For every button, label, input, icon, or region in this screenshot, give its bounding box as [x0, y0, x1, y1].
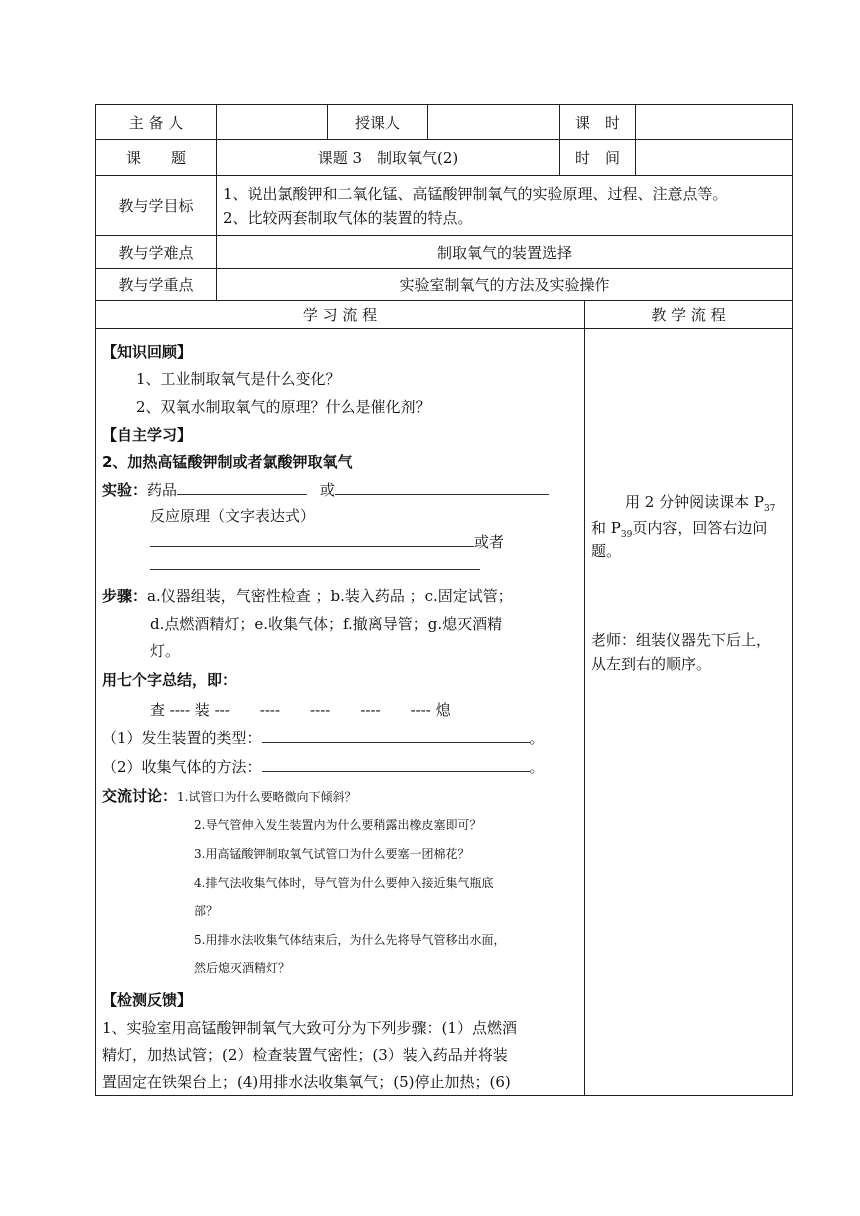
- teacher-label: 授课人: [328, 105, 428, 139]
- feedback-line-1: 1、实验室用高锰酸钾制氧气大致可分为下列步骤：(1）点燃酒: [102, 1019, 517, 1037]
- discussion-question-4b: 部？: [194, 904, 219, 918]
- goals-content: [217, 176, 792, 235]
- teacher-note-2: 从左到右的顺序。: [591, 655, 712, 673]
- period-mark: 。: [529, 729, 545, 747]
- key-point-label: 教与学重点: [96, 269, 217, 300]
- discussion-line-1: [102, 785, 356, 806]
- collect-question: [102, 756, 545, 777]
- page-ref-1: 37: [763, 504, 776, 514]
- collect-blank[interactable]: [262, 757, 530, 772]
- learning-column-header: 学 习 流 程: [96, 301, 585, 328]
- reading-text-c: 页内容，回答右边问: [632, 519, 768, 537]
- summary-title: 用七个字总结，即：: [102, 671, 238, 689]
- difficulty-value: 制取氧气的装置选择: [436, 243, 572, 262]
- goal-item: 1、说出氯酸钾和二氧化锰、高锰酸钾制氧气的实验原理、过程、注意点等。: [223, 184, 728, 203]
- learning-content: [96, 329, 585, 1095]
- section-2-title: 2、加热高锰酸钾制或者氯酸钾取氧气: [102, 453, 353, 471]
- principle-blank-2[interactable]: [150, 555, 480, 570]
- reading-instruction-1: [625, 491, 775, 514]
- steps-line-2: d.点燃酒精灯；e.收集气体；f.撤离导管；g.熄灭酒精: [150, 615, 503, 633]
- device-question: [102, 727, 545, 748]
- preparer-label: 主 备 人: [96, 105, 217, 139]
- discussion-question-4a: 4.排气法收集气体时，导气管为什么要伸入接近集气瓶底: [194, 876, 494, 890]
- steps-line-3: 灯。: [150, 642, 181, 660]
- lesson-plan-table: [95, 104, 793, 1096]
- column-header-row: [96, 301, 792, 329]
- or-else-label: 或者: [474, 533, 505, 551]
- key-point-value: 实验室制氧气的方法及实验操作: [399, 276, 610, 294]
- teacher-value: [428, 105, 560, 139]
- time-label: 时 间: [560, 140, 636, 175]
- period-label: 课 时: [560, 105, 636, 139]
- discussion-question-5b: 然后熄灭酒精灯？: [194, 961, 291, 975]
- principle-label: 反应原理（文字表达式）: [150, 507, 316, 525]
- or-label: 或: [319, 481, 335, 499]
- goals-row: [96, 176, 792, 236]
- principle-blank-1[interactable]: [150, 532, 474, 547]
- discussion-question-5a: 5.用排水法收集气体结束后，为什么先将导气管移出水面，: [194, 933, 506, 947]
- reading-instruction-3: 题。: [591, 542, 622, 560]
- period-mark: 。: [529, 758, 545, 776]
- summary-line: 查 ---- 装 --- ---- ---- ---- ---- 熄: [150, 701, 451, 719]
- collect-question-text: （2）收集气体的方法：: [102, 758, 262, 776]
- goal-item: 2、比较两套制取气体的装置的特点。: [223, 208, 473, 227]
- preparer-value: [217, 105, 328, 139]
- time-value: [636, 140, 792, 175]
- topic-value: 课题 3 制取氧气(2): [217, 140, 560, 175]
- drug-label: 药品: [147, 481, 178, 499]
- header-row-2: [96, 140, 792, 176]
- principle-line-1: [150, 531, 504, 552]
- device-blank[interactable]: [262, 728, 530, 743]
- reading-text-b: 和 P: [591, 519, 621, 537]
- difficulty-row: [96, 236, 792, 269]
- experiment-line: [102, 479, 549, 500]
- teacher-note-1: 老师：组装仪器先下后上，: [591, 631, 772, 649]
- drug-blank-1[interactable]: [177, 480, 307, 495]
- steps-text-1: a.仪器组装，气密性检查 ；b.装入药品 ；c.固定试管；: [147, 587, 513, 605]
- steps-label: 步骤：: [102, 587, 148, 605]
- review-question-1: 1、工业制取氧气是什么变化？: [136, 370, 341, 388]
- feedback-line-3: 置固定在铁架台上；(4)用排水法收集氧气；(5)停止加热；(6): [102, 1073, 511, 1091]
- discussion-question-1: 1.试管口为什么要略微向下倾斜？: [177, 790, 357, 804]
- body-row: [96, 329, 792, 1095]
- teaching-column-header: 教 学 流 程: [651, 306, 726, 324]
- goals-label: 教与学目标: [96, 176, 217, 235]
- principle-line-2: [150, 555, 480, 574]
- steps-line-1: [102, 585, 513, 606]
- period-value: [636, 105, 792, 139]
- experiment-label: 实验：: [102, 481, 148, 499]
- reading-instruction-2: [591, 517, 767, 540]
- topic-label: 课 题: [96, 140, 217, 175]
- review-title: 【知识回顾】: [102, 343, 193, 361]
- page-ref-2: 39: [620, 530, 633, 540]
- difficulty-label: 教与学难点: [96, 236, 217, 268]
- self-study-title: 【自主学习】: [102, 426, 193, 444]
- discussion-label: 交流讨论：: [102, 787, 178, 805]
- feedback-title: 【检测反馈】: [102, 991, 193, 1009]
- device-question-text: （1）发生装置的类型：: [102, 729, 262, 747]
- discussion-question-3: 3.用高锰酸钾制取氧气试管口为什么要塞一团棉花？: [194, 847, 470, 861]
- reading-text-a: 用 2 分钟阅读课本 P: [625, 493, 764, 511]
- key-point-row: [96, 269, 792, 301]
- feedback-line-2: 精灯，加热试管；(2）检查装置气密性；(3）装入药品并将装: [102, 1046, 508, 1064]
- teaching-content: [585, 329, 792, 1095]
- discussion-question-2: 2.导气管伸入发生装置内为什么要稍露出橡皮塞即可？: [194, 818, 482, 832]
- review-question-2: 2、双氧水制取氧气的原理？什么是催化剂？: [136, 398, 431, 416]
- drug-blank-2[interactable]: [335, 480, 549, 495]
- header-row-1: [96, 105, 792, 140]
